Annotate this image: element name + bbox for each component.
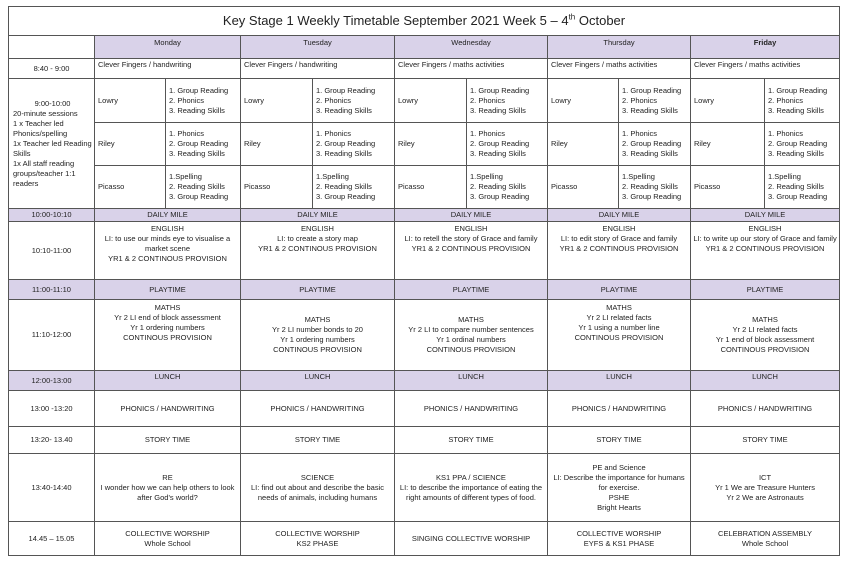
provision-note: YR1 & 2 CONTINOUS PROVISION — [411, 244, 531, 253]
list-item: 2. Group Reading — [316, 139, 376, 148]
daily-mile-cell: DAILY MILE — [395, 209, 548, 222]
reading-order-list — [467, 123, 548, 166]
reading-desc-line: 1x Teacher led Reading Skills — [13, 138, 92, 158]
group-name-riley: Riley — [548, 123, 619, 166]
reading-time-cell — [9, 79, 95, 209]
list-item: 1. Group Reading — [470, 85, 530, 95]
list-item: 2. Reading Skills — [622, 182, 678, 191]
reading-order-list — [765, 79, 840, 123]
time-cell: 10:10-11:00 — [9, 222, 95, 280]
list-item: 1. Group Reading — [169, 85, 229, 95]
reading-order-list — [166, 166, 241, 209]
maths-cell — [548, 300, 691, 371]
subject-label: SCIENCE — [300, 472, 335, 482]
maths-cell — [691, 300, 840, 371]
subject-label: PE and Science — [592, 462, 646, 472]
list-item: 3. Reading Skills — [622, 105, 678, 115]
group-name-picasso: Picasso — [95, 166, 166, 209]
reading-order-list — [619, 79, 691, 123]
list-item: 2. Group Reading — [622, 139, 682, 148]
phonics-cell: PHONICS / HANDWRITING — [691, 391, 840, 427]
playtime-cell: PLAYTIME — [95, 280, 241, 300]
subject-label: ENGLISH — [602, 224, 636, 233]
lesson-intention: Yr 1 ordinal numbers — [436, 335, 506, 344]
group-name-picasso: Picasso — [548, 166, 619, 209]
list-item: 2. Group Reading — [768, 139, 828, 148]
list-item: 2. Phonics — [622, 95, 658, 105]
list-item: 2. Phonics — [470, 95, 506, 105]
list-item: 3. Group Reading — [470, 192, 530, 201]
time-cell: 12:00-13:00 — [9, 371, 95, 391]
lesson-intention: Yr 2 LI to compare number sentences — [408, 325, 534, 334]
group-name-riley: Riley — [241, 123, 313, 166]
list-item: 2. Phonics — [316, 95, 352, 105]
subject-label: ENGLISH — [748, 224, 782, 233]
title-tail: October — [575, 13, 626, 28]
list-item: 3. Reading Skills — [470, 149, 526, 158]
lesson-intention: Yr 1 We are Treasure Hunters — [715, 482, 815, 492]
reading-order-list — [166, 123, 241, 166]
list-item: 3. Reading Skills — [169, 105, 225, 115]
english-cell — [548, 222, 691, 280]
activity-cell: Clever Fingers / handwriting — [241, 59, 395, 79]
lunch-cell: LUNCH — [95, 371, 241, 391]
daily-mile-cell: DAILY MILE — [241, 209, 395, 222]
event-label: CELEBRATION ASSEMBLY — [718, 528, 812, 538]
lesson-intention: I wonder how we can help others to look after God's world? — [100, 482, 235, 502]
activity-cell: Clever Fingers / handwriting — [95, 59, 241, 79]
list-item: 2. Phonics — [768, 95, 804, 105]
list-item: 1.Spelling — [622, 172, 655, 181]
provision-note: YR1 & 2 CONTINOUS PROVISION — [108, 254, 227, 263]
provision-note: CONTINOUS PROVISION — [123, 333, 212, 342]
corner-cell — [9, 36, 95, 59]
lesson-intention: Yr 1 ordering numbers — [130, 323, 205, 332]
reading-order-list — [467, 79, 548, 123]
list-item: 2. Reading Skills — [470, 182, 526, 191]
phonics-cell: PHONICS / HANDWRITING — [548, 391, 691, 427]
programme-name: Bright Hearts — [597, 502, 641, 512]
story-time-cell: STORY TIME — [95, 427, 241, 454]
lunch-cell: LUNCH — [691, 371, 840, 391]
subject-label: MATHS — [752, 315, 778, 324]
lesson-intention: Yr 2 LI related facts — [732, 325, 798, 334]
list-item: 3. Reading Skills — [169, 149, 225, 158]
title-text: Key Stage 1 Weekly Timetable September 2021 Week 5 – 4 — [222, 13, 569, 28]
group-name-lowry: Lowry — [548, 79, 619, 123]
worship-cell — [548, 522, 691, 556]
time-cell: 13:20- 13.40 — [9, 427, 95, 454]
subject-label: RE — [162, 472, 173, 482]
list-item: 2. Group Reading — [470, 139, 530, 148]
reading-desc-line: 20-minute sessions — [13, 108, 78, 118]
time-cell: 13:40-14:40 — [9, 454, 95, 522]
playtime-cell: PLAYTIME — [548, 280, 691, 300]
playtime-cell: PLAYTIME — [691, 280, 840, 300]
reading-order-list — [313, 123, 395, 166]
lunch-cell: LUNCH — [241, 371, 395, 391]
reading-order-list — [313, 79, 395, 123]
list-item: 2. Reading Skills — [316, 182, 372, 191]
activity-cell: Clever Fingers / maths activities — [395, 59, 548, 79]
list-item: 3. Reading Skills — [768, 149, 824, 158]
maths-cell — [241, 300, 395, 371]
list-item: 2. Phonics — [169, 95, 205, 105]
group-name-riley: Riley — [395, 123, 467, 166]
provision-note: CONTINOUS PROVISION — [426, 345, 516, 354]
list-item: 3. Reading Skills — [316, 149, 372, 158]
list-item: 3. Reading Skills — [622, 149, 678, 158]
afternoon-lesson-cell — [395, 454, 548, 522]
list-item: 3. Group Reading — [768, 192, 828, 201]
list-item: 1.Spelling — [169, 172, 202, 181]
lesson-intention: LI: find out about and describe the basic needs of animals, including humans — [250, 482, 384, 502]
english-cell — [95, 222, 241, 280]
event-label: COLLECTIVE WORSHIP — [275, 528, 360, 538]
list-item: 3. Group Reading — [169, 192, 229, 201]
playtime-cell: PLAYTIME — [395, 280, 548, 300]
list-item: 3. Group Reading — [622, 192, 682, 201]
time-cell: 11:00-11:10 — [9, 280, 95, 300]
group-name-lowry: Lowry — [691, 79, 765, 123]
english-cell — [691, 222, 840, 280]
list-item: 1. Phonics — [316, 129, 352, 138]
timetable-title — [9, 7, 840, 36]
list-item: 3. Reading Skills — [470, 105, 526, 115]
story-time-cell: STORY TIME — [548, 427, 691, 454]
worship-cell — [95, 522, 241, 556]
lesson-intention: LI: Describe the importance for humans for exercise. — [553, 472, 685, 492]
list-item: 1. Group Reading — [768, 85, 828, 95]
time-cell: 8:40 - 9:00 — [9, 59, 95, 79]
afternoon-lesson-cell — [548, 454, 691, 522]
list-item: 3. Reading Skills — [768, 105, 824, 115]
day-header-friday: Friday — [691, 36, 840, 59]
group-name-lowry: Lowry — [395, 79, 467, 123]
english-cell — [395, 222, 548, 280]
maths-cell — [95, 300, 241, 371]
subject-label: ICT — [758, 472, 772, 482]
list-item: 1.Spelling — [316, 172, 349, 181]
provision-note: CONTINOUS PROVISION — [720, 345, 810, 354]
weekly-timetable — [8, 6, 840, 556]
list-item: 2. Group Reading — [169, 139, 229, 148]
reading-desc-line: 1 x Teacher led Phonics/spelling — [13, 118, 68, 138]
phonics-cell: PHONICS / HANDWRITING — [95, 391, 241, 427]
group-name-riley: Riley — [95, 123, 166, 166]
lesson-intention: Yr 1 end of block assessment — [715, 335, 815, 344]
provision-note: CONTINOUS PROVISION — [273, 345, 362, 354]
daily-mile-cell: DAILY MILE — [548, 209, 691, 222]
story-time-cell: STORY TIME — [395, 427, 548, 454]
afternoon-lesson-cell — [691, 454, 840, 522]
subject-label: ENGLISH — [151, 224, 184, 233]
list-item: 1. Group Reading — [316, 85, 376, 95]
list-item: 1. Phonics — [768, 129, 804, 138]
reading-order-list — [619, 123, 691, 166]
audience-label: Whole School — [741, 538, 789, 548]
lesson-intention: Yr 1 using a number line — [578, 323, 660, 332]
event-label: SINGING COLLECTIVE WORSHIP — [411, 533, 531, 543]
reading-desc-line: 1x All staff reading groups/teacher 1:1 readers — [13, 158, 76, 188]
lesson-intention: Yr 2 LI related facts — [586, 313, 652, 322]
list-item: 1. Group Reading — [622, 85, 682, 95]
time-cell: 11:10-12:00 — [9, 300, 95, 371]
group-name-lowry: Lowry — [95, 79, 166, 123]
lesson-intention: Yr 2 We are Astronauts — [726, 492, 804, 502]
english-cell — [241, 222, 395, 280]
subject-label: MATHS — [154, 303, 181, 312]
list-item: 2. Reading Skills — [169, 182, 225, 191]
list-item: 1. Phonics — [622, 129, 658, 138]
daily-mile-cell: DAILY MILE — [691, 209, 840, 222]
lesson-intention: LI: to describe the importance of eating the right amounts of different types of food. — [399, 482, 543, 502]
subject-label: MATHS — [606, 303, 632, 312]
day-header-monday: Monday — [95, 36, 241, 59]
subject-label: ENGLISH — [301, 224, 334, 233]
lesson-intention: Yr 2 LI number bonds to 20 — [272, 325, 363, 334]
lesson-intention: Yr 1 ordering numbers — [280, 335, 355, 344]
subject-label: ENGLISH — [454, 224, 488, 233]
reading-time: 9:00-10:00 — [34, 98, 71, 108]
list-item: 1.Spelling — [470, 172, 503, 181]
lesson-intention: LI: to write up our story of Grace and family — [693, 234, 837, 243]
group-name-picasso: Picasso — [691, 166, 765, 209]
reading-order-list — [467, 166, 548, 209]
title-superscript: th — [568, 12, 576, 22]
provision-note: YR1 & 2 CONTINOUS PROVISION — [258, 244, 377, 253]
provision-note: YR1 & 2 CONTINOUS PROVISION — [705, 244, 825, 253]
worship-cell — [241, 522, 395, 556]
phonics-cell: PHONICS / HANDWRITING — [241, 391, 395, 427]
daily-mile-cell: DAILY MILE — [95, 209, 241, 222]
lunch-cell: LUNCH — [548, 371, 691, 391]
reading-order-list — [166, 79, 241, 123]
lesson-intention: Yr 2 LI end of block assessment — [114, 313, 221, 322]
day-header-tuesday: Tuesday — [241, 36, 395, 59]
time-cell: 14.45 – 15.05 — [9, 522, 95, 556]
afternoon-lesson-cell — [95, 454, 241, 522]
activity-cell: Clever Fingers / maths activities — [548, 59, 691, 79]
event-label: COLLECTIVE WORSHIP — [576, 528, 662, 538]
worship-cell — [691, 522, 840, 556]
activity-cell: Clever Fingers / maths activities — [691, 59, 840, 79]
time-cell: 13:00 -13:20 — [9, 391, 95, 427]
phonics-cell: PHONICS / HANDWRITING — [395, 391, 548, 427]
reading-order-list — [765, 166, 840, 209]
subject-label: MATHS — [458, 315, 484, 324]
story-time-cell: STORY TIME — [241, 427, 395, 454]
list-item: 3. Group Reading — [316, 192, 376, 201]
day-header-wednesday: Wednesday — [395, 36, 548, 59]
reading-order-list — [313, 166, 395, 209]
lesson-intention: LI: to use our minds eye to visualise a market scene — [104, 234, 231, 253]
maths-cell — [395, 300, 548, 371]
worship-cell — [395, 522, 548, 556]
audience-label: EYFS & KS1 PHASE — [583, 538, 655, 548]
group-name-picasso: Picasso — [395, 166, 467, 209]
list-item: 3. Reading Skills — [316, 105, 372, 115]
list-item: 1. Phonics — [470, 129, 506, 138]
afternoon-lesson-cell — [241, 454, 395, 522]
lesson-intention: LI: to edit story of Grace and family — [560, 234, 678, 243]
day-header-thursday: Thursday — [548, 36, 691, 59]
list-item: 2. Reading Skills — [768, 182, 824, 191]
provision-note: YR1 & 2 CONTINOUS PROVISION — [559, 244, 679, 253]
lesson-intention: LI: to retell the story of Grace and family — [404, 234, 538, 243]
reading-order-list — [765, 123, 840, 166]
list-item: 1.Spelling — [768, 172, 801, 181]
list-item: 1. Phonics — [169, 129, 205, 138]
lesson-intention: LI: to create a story map — [277, 234, 358, 243]
playtime-cell: PLAYTIME — [241, 280, 395, 300]
audience-label: Whole School — [144, 538, 191, 548]
reading-order-list — [619, 166, 691, 209]
provision-note: CONTINOUS PROVISION — [574, 333, 664, 342]
group-name-picasso: Picasso — [241, 166, 313, 209]
subject-label: PSHE — [608, 492, 630, 502]
event-label: COLLECTIVE WORSHIP — [125, 528, 210, 538]
lunch-cell: LUNCH — [395, 371, 548, 391]
subject-label: KS1 PPA / SCIENCE — [436, 472, 506, 482]
story-time-cell: STORY TIME — [691, 427, 840, 454]
group-name-riley: Riley — [691, 123, 765, 166]
time-cell: 10:00-10:10 — [9, 209, 95, 222]
group-name-lowry: Lowry — [241, 79, 313, 123]
audience-label: KS2 PHASE — [296, 538, 339, 548]
subject-label: MATHS — [304, 315, 331, 324]
